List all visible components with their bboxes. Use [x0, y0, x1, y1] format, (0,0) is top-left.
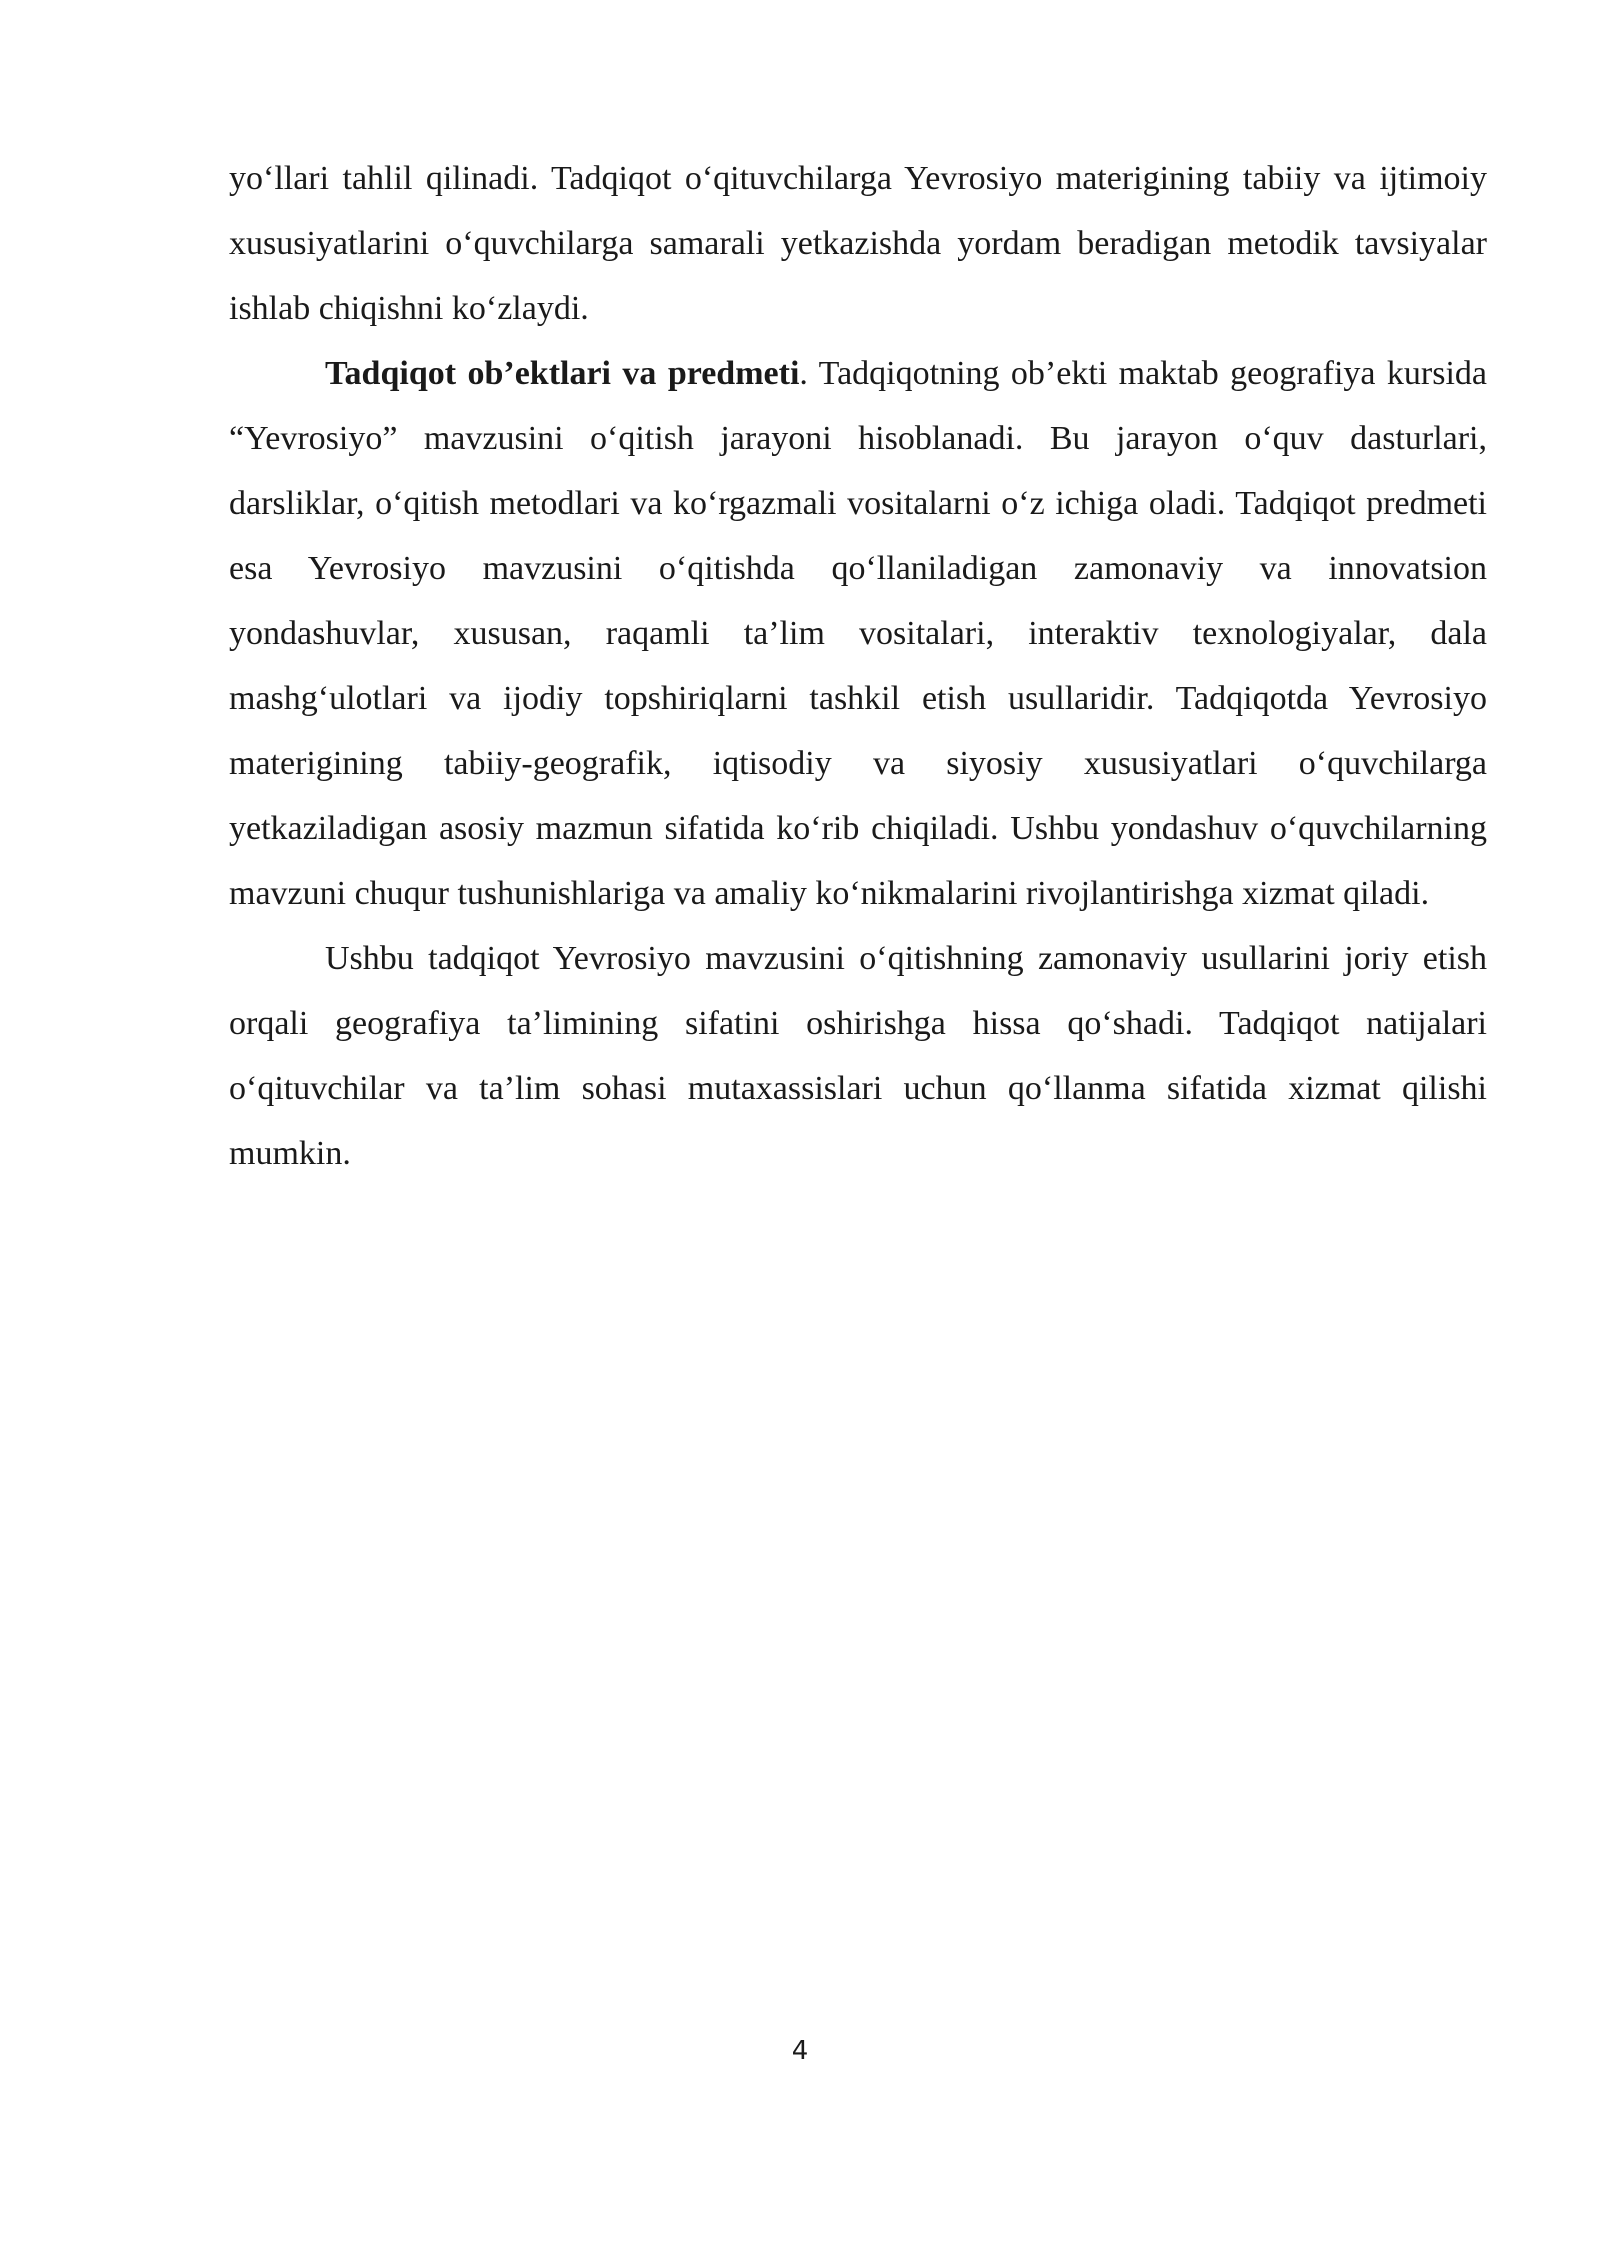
- section-heading-period: .: [799, 355, 808, 392]
- section-body: Tadqiqotning ob’ekti maktab geografiya kursida “Yevrosiyo” mavzusini o‘qitish jarayoni hisoblanadi. Bu jarayon o‘quv dasturlari, darsliklar, o‘qitish metodlari va ko‘rgazmali vositalarni o‘z ichiga oladi. Tadqiqot predmeti esa Yevrosiyo mavzusini o‘qitishda qo‘llaniladigan zamonaviy va innovatsion yondashuvlar, xususan, raqamli ta’lim vositalari, interaktiv texnologiyalar, dala mashg‘ulotlari va ijodiy topshiriqlarni tashkil etish usullaridir. Tadqiqotda Yevrosiyo materigining tabiiy-geografik, iqtisodiy va siyosiy xususiyatlari o‘quvchilarga yetkaziladigan asosiy mazmun sifatida ko‘rib chiqiladi. Ushbu yondashuv o‘quvchilarning mavzuni chuqur tushunishlariga va amaliy ko‘nikmalarini rivojlantirishga xizmat qiladi.: [229, 355, 1487, 912]
- body-text: [229, 146, 1487, 1186]
- paragraph-objects-and-subject: [229, 341, 1487, 926]
- page-number: 4: [791, 2036, 809, 2066]
- section-heading: Tadqiqot ob’ektlari va predmeti: [325, 355, 800, 392]
- paragraph-continuation: yo‘llari tahlil qilinadi. Tadqiqot o‘qituvchilarga Yevrosiyo materigining tabiiy va ijtimoiy xususiyatlarini o‘quvchilarga samarali yetkazishda yordam beradigan metodik tavsiyalar ishlab chiqishni ko‘zlaydi.: [229, 160, 1487, 327]
- paragraph-conclusion: Ushbu tadqiqot Yevrosiyo mavzusini o‘qitishning zamonaviy usullarini joriy etish orqali geografiya ta’limining sifatini oshirishga hissa qo‘shadi. Tadqiqot natijalari o‘qituvchilar va ta’lim sohasi mutaxassislari uchun qo‘llanma sifatida xizmat qilishi mumkin.: [229, 940, 1487, 1172]
